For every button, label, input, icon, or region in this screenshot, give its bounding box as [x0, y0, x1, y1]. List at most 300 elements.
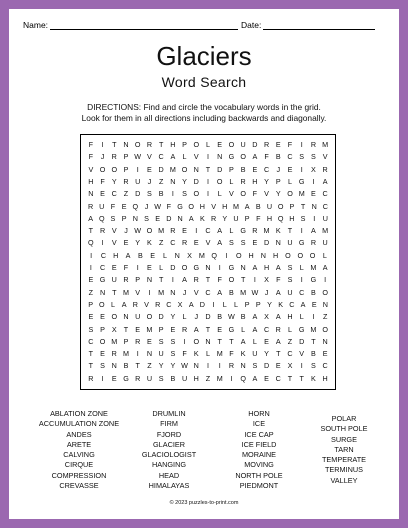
grid-letter[interactable]: S [170, 349, 176, 359]
grid-letter[interactable]: F [217, 275, 222, 285]
grid-letter[interactable]: T [287, 226, 293, 236]
grid-letter[interactable]: S [240, 238, 246, 248]
grid-letter[interactable]: S [182, 189, 187, 199]
grid-letter[interactable]: N [240, 361, 246, 371]
grid-letter[interactable]: I [300, 226, 303, 236]
grid-letter[interactable]: T [240, 275, 246, 285]
grid-letter[interactable]: U [146, 373, 153, 383]
grid-letter[interactable]: O [146, 226, 153, 236]
grid-letter[interactable]: T [112, 140, 117, 149]
grid-letter[interactable]: X [187, 250, 192, 260]
grid-letter[interactable]: V [111, 238, 117, 248]
grid-letter[interactable]: N [217, 152, 223, 162]
grid-letter[interactable]: I [253, 275, 256, 285]
grid-letter[interactable]: R [146, 140, 153, 149]
grid-letter[interactable]: T [300, 201, 306, 211]
grid-letter[interactable]: M [232, 201, 239, 211]
grid-letter[interactable]: D [166, 213, 172, 223]
grid-letter[interactable]: R [170, 226, 176, 236]
grid-letter[interactable]: O [277, 201, 284, 211]
grid-letter[interactable]: C [166, 299, 172, 309]
grid-letter[interactable]: R [181, 324, 188, 334]
grid-letter[interactable]: S [287, 263, 293, 272]
grid-letter[interactable]: R [310, 140, 317, 149]
grid-letter[interactable]: B [240, 164, 246, 174]
grid-letter[interactable]: N [193, 361, 199, 371]
grid-letter[interactable]: E [217, 140, 223, 149]
grid-letter[interactable]: B [137, 250, 143, 260]
grid-letter[interactable]: U [233, 213, 239, 223]
grid-letter[interactable]: Y [267, 299, 272, 309]
grid-letter[interactable]: I [218, 361, 221, 371]
grid-letter[interactable]: L [182, 152, 187, 162]
grid-letter[interactable]: D [199, 299, 205, 309]
grid-letter[interactable]: F [229, 349, 234, 359]
grid-letter[interactable]: A [121, 299, 127, 309]
grid-letter[interactable]: C [158, 152, 164, 162]
letter-grid[interactable] [85, 139, 331, 385]
grid-letter[interactable]: I [195, 226, 198, 236]
grid-letter[interactable]: H [170, 140, 176, 149]
grid-letter[interactable]: F [123, 263, 129, 272]
grid-letter[interactable]: Z [88, 287, 94, 297]
grid-letter[interactable]: C [299, 287, 305, 297]
grid-letter[interactable]: L [252, 336, 257, 346]
grid-letter[interactable]: I [101, 238, 104, 248]
grid-letter[interactable]: O [193, 140, 200, 149]
grid-letter[interactable]: Z [158, 238, 164, 248]
grid-letter[interactable]: N [99, 287, 106, 297]
grid-letter[interactable]: I [171, 275, 174, 285]
grid-letter[interactable]: L [229, 176, 234, 186]
grid-letter[interactable]: S [110, 213, 116, 223]
grid-letter[interactable]: T [158, 275, 164, 285]
grid-letter[interactable]: S [252, 361, 258, 371]
grid-letter[interactable]: D [217, 164, 223, 174]
grid-letter[interactable]: D [193, 176, 199, 186]
grid-letter[interactable]: Y [264, 176, 269, 186]
grid-letter[interactable]: A [252, 373, 258, 383]
grid-letter[interactable]: A [182, 275, 187, 285]
grid-letter[interactable]: A [275, 312, 281, 322]
grid-letter[interactable]: S [300, 213, 306, 223]
grid-letter[interactable]: N [193, 164, 199, 174]
grid-letter[interactable]: B [311, 349, 316, 359]
grid-letter[interactable]: P [289, 201, 295, 211]
grid-letter[interactable]: O [193, 189, 200, 199]
grid-letter[interactable]: Q [277, 213, 284, 223]
grid-letter[interactable]: M [169, 164, 176, 174]
grid-letter[interactable]: R [322, 164, 328, 174]
grid-letter[interactable]: O [240, 152, 246, 162]
grid-letter[interactable]: I [312, 176, 315, 186]
grid-letter[interactable]: M [310, 263, 317, 272]
grid-letter[interactable]: G [240, 226, 246, 236]
grid-letter[interactable]: R [135, 373, 141, 383]
grid-letter[interactable]: L [287, 176, 292, 186]
grid-letter[interactable]: T [112, 287, 117, 297]
grid-letter[interactable]: P [135, 275, 141, 285]
grid-letter[interactable]: A [125, 250, 131, 260]
grid-letter[interactable]: J [264, 287, 269, 297]
grid-letter[interactable]: O [146, 312, 153, 322]
grid-letter[interactable]: S [144, 213, 149, 223]
grid-letter[interactable]: H [222, 201, 228, 211]
grid-letter[interactable]: O [228, 275, 235, 285]
grid-letter[interactable]: F [264, 152, 269, 162]
grid-letter[interactable]: S [287, 275, 293, 285]
grid-letter[interactable]: L [217, 189, 222, 199]
grid-letter[interactable]: E [123, 238, 129, 248]
grid-letter[interactable]: H [248, 250, 254, 260]
grid-letter[interactable]: B [217, 312, 223, 322]
grid-letter[interactable]: B [275, 152, 281, 162]
grid-letter[interactable]: V [135, 287, 141, 297]
grid-letter[interactable]: H [287, 312, 293, 322]
grid-letter[interactable]: E [311, 299, 317, 309]
grid-letter[interactable]: R [310, 238, 317, 248]
grid-letter[interactable]: E [135, 324, 141, 334]
grid-letter[interactable]: E [193, 238, 199, 248]
grid-letter[interactable]: D [299, 336, 305, 346]
grid-letter[interactable]: H [193, 373, 199, 383]
grid-letter[interactable]: V [205, 238, 211, 248]
grid-letter[interactable]: K [240, 349, 246, 359]
grid-letter[interactable]: R [181, 238, 188, 248]
grid-letter[interactable]: I [136, 164, 139, 174]
grid-letter[interactable]: N [170, 287, 176, 297]
grid-letter[interactable]: C [99, 263, 106, 272]
grid-letter[interactable]: P [123, 152, 129, 162]
grid-letter[interactable]: K [311, 373, 316, 383]
grid-letter[interactable]: N [311, 201, 317, 211]
grid-letter[interactable]: W [134, 152, 142, 162]
grid-letter[interactable]: U [287, 287, 293, 297]
grid-letter[interactable]: N [132, 213, 138, 223]
grid-letter[interactable]: O [322, 324, 328, 334]
grid-letter[interactable]: N [275, 238, 281, 248]
grid-letter[interactable]: E [322, 349, 328, 359]
grid-letter[interactable]: S [170, 336, 176, 346]
grid-letter[interactable]: Y [170, 312, 176, 322]
grid-letter[interactable]: Y [222, 213, 228, 223]
grid-letter[interactable]: X [177, 299, 183, 309]
grid-letter[interactable]: D [252, 140, 258, 149]
grid-letter[interactable]: X [287, 361, 293, 371]
grid-letter[interactable]: H [252, 176, 258, 186]
grid-letter[interactable]: V [88, 164, 94, 174]
grid-letter[interactable]: F [276, 275, 281, 285]
grid-letter[interactable]: O [111, 164, 118, 174]
grid-letter[interactable]: C [287, 349, 293, 359]
grid-letter[interactable]: K [193, 349, 199, 359]
grid-letter[interactable]: F [287, 140, 293, 149]
grid-letter[interactable]: F [88, 140, 94, 149]
grid-letter[interactable]: C [205, 226, 211, 236]
grid-letter[interactable]: Y [275, 189, 281, 199]
grid-letter[interactable]: E [252, 238, 258, 248]
grid-letter[interactable]: V [193, 287, 199, 297]
grid-letter[interactable]: Y [170, 361, 176, 371]
grid-letter[interactable]: B [311, 287, 316, 297]
grid-letter[interactable]: A [88, 213, 93, 223]
grid-letter[interactable]: T [88, 361, 94, 371]
grid-letter[interactable]: H [322, 373, 328, 383]
grid-letter[interactable]: I [212, 299, 215, 309]
grid-letter[interactable]: A [240, 336, 246, 346]
grid-letter[interactable]: O [285, 250, 291, 260]
grid-letter[interactable]: K [278, 299, 284, 309]
grid-letter[interactable]: M [122, 349, 129, 359]
grid-letter[interactable]: D [205, 312, 211, 322]
grid-letter[interactable]: I [300, 275, 303, 285]
grid-letter[interactable]: O [287, 189, 293, 199]
grid-letter[interactable]: M [322, 140, 329, 149]
grid-letter[interactable]: E [287, 164, 293, 174]
grid-letter[interactable]: A [188, 299, 194, 309]
grid-letter[interactable]: L [222, 299, 227, 309]
date-line[interactable] [263, 20, 375, 30]
grid-letter[interactable]: P [123, 336, 129, 346]
grid-letter[interactable]: O [216, 176, 223, 186]
grid-letter[interactable]: R [111, 152, 117, 162]
grid-letter[interactable]: R [155, 299, 161, 309]
grid-letter[interactable]: I [218, 263, 221, 272]
grid-letter[interactable]: T [205, 275, 211, 285]
grid-letter[interactable]: O [240, 189, 246, 199]
grid-letter[interactable]: Y [135, 238, 141, 248]
grid-letter[interactable]: N [88, 189, 94, 199]
grid-letter[interactable]: F [252, 189, 258, 199]
grid-letter[interactable]: V [322, 152, 328, 162]
name-line[interactable] [50, 20, 238, 30]
grid-letter[interactable]: E [100, 189, 105, 199]
grid-letter[interactable]: T [123, 324, 129, 334]
grid-letter[interactable]: S [88, 324, 94, 334]
grid-letter[interactable]: F [88, 152, 94, 162]
name-field[interactable] [23, 20, 238, 30]
grid-letter[interactable]: C [287, 152, 293, 162]
grid-letter[interactable]: Z [123, 189, 129, 199]
grid-letter[interactable]: E [155, 213, 161, 223]
grid-letter[interactable]: X [264, 312, 269, 322]
grid-letter[interactable]: N [205, 263, 211, 272]
grid-letter[interactable]: Z [205, 373, 211, 383]
grid-letter[interactable]: H [199, 201, 205, 211]
grid-letter[interactable]: M [216, 349, 223, 359]
grid-letter[interactable]: P [182, 140, 187, 149]
grid-letter[interactable]: C [322, 361, 328, 371]
grid-letter[interactable]: P [244, 299, 250, 309]
grid-letter[interactable]: L [322, 250, 327, 260]
grid-letter[interactable]: A [311, 226, 316, 236]
grid-letter[interactable]: B [123, 361, 129, 371]
grid-letter[interactable]: M [198, 250, 205, 260]
grid-letter[interactable]: L [299, 312, 304, 322]
grid-letter[interactable]: G [298, 324, 305, 334]
grid-letter[interactable]: L [287, 324, 292, 334]
grid-letter[interactable]: E [182, 226, 187, 236]
grid-letter[interactable]: S [311, 152, 316, 162]
grid-letter[interactable]: E [217, 324, 223, 334]
grid-letter[interactable]: I [300, 361, 303, 371]
grid-letter[interactable]: O [322, 287, 328, 297]
grid-letter[interactable]: S [100, 361, 105, 371]
grid-letter[interactable]: A [252, 312, 258, 322]
grid-letter[interactable]: M [216, 373, 223, 383]
grid-letter[interactable]: R [132, 299, 138, 309]
grid-letter[interactable]: Y [264, 349, 269, 359]
grid-letter[interactable]: Y [111, 176, 117, 186]
grid-letter[interactable]: I [300, 164, 303, 174]
grid-letter[interactable]: O [297, 250, 304, 260]
grid-letter[interactable]: L [110, 299, 115, 309]
grid-letter[interactable]: O [111, 312, 118, 322]
grid-letter[interactable]: F [256, 213, 261, 223]
grid-letter[interactable]: P [244, 213, 250, 223]
grid-letter[interactable]: U [252, 349, 258, 359]
grid-letter[interactable]: A [252, 324, 258, 334]
grid-letter[interactable]: T [229, 336, 234, 346]
grid-letter[interactable]: K [275, 226, 281, 236]
grid-letter[interactable]: T [205, 164, 211, 174]
grid-letter[interactable]: I [136, 349, 139, 359]
grid-letter[interactable]: O [309, 250, 316, 260]
grid-letter[interactable]: U [158, 349, 164, 359]
grid-letter[interactable]: H [88, 176, 94, 186]
grid-letter[interactable]: L [205, 140, 210, 149]
grid-letter[interactable]: V [147, 152, 152, 162]
grid-letter[interactable]: O [99, 336, 106, 346]
grid-letter[interactable]: N [170, 176, 176, 186]
grid-letter[interactable]: T [88, 226, 94, 236]
grid-letter[interactable]: X [311, 164, 316, 174]
grid-letter[interactable]: D [158, 312, 164, 322]
grid-letter[interactable]: T [217, 336, 222, 346]
grid-letter[interactable]: W [228, 312, 235, 322]
grid-letter[interactable]: M [263, 226, 270, 236]
grid-letter[interactable]: A [300, 299, 306, 309]
grid-letter[interactable]: A [217, 287, 223, 297]
grid-letter[interactable]: R [87, 201, 94, 211]
grid-letter[interactable]: E [147, 336, 152, 346]
grid-letter[interactable]: B [170, 373, 176, 383]
grid-letter[interactable]: E [100, 349, 105, 359]
grid-letter[interactable]: Q [211, 250, 217, 260]
grid-letter[interactable]: A [188, 213, 194, 223]
grid-letter[interactable]: I [148, 287, 151, 297]
grid-letter[interactable]: T [287, 373, 293, 383]
grid-letter[interactable]: N [123, 140, 129, 149]
grid-letter[interactable]: S [311, 361, 316, 371]
grid-letter[interactable]: I [313, 213, 316, 223]
grid-letter[interactable]: L [233, 299, 238, 309]
grid-letter[interactable]: V [264, 189, 269, 199]
grid-letter[interactable]: A [170, 152, 176, 162]
grid-letter[interactable]: W [134, 226, 142, 236]
grid-letter[interactable]: R [99, 226, 106, 236]
grid-letter[interactable]: I [300, 140, 303, 149]
grid-letter[interactable]: G [228, 152, 235, 162]
grid-letter[interactable]: N [146, 275, 153, 285]
grid-letter[interactable]: V [144, 299, 149, 309]
grid-letter[interactable]: U [181, 373, 188, 383]
grid-letter[interactable]: P [255, 299, 261, 309]
grid-letter[interactable]: G [298, 238, 305, 248]
grid-letter[interactable]: B [255, 201, 261, 211]
grid-letter[interactable]: N [123, 312, 129, 322]
grid-letter[interactable]: I [206, 361, 209, 371]
grid-letter[interactable]: T [88, 349, 94, 359]
grid-letter[interactable]: A [275, 336, 281, 346]
grid-letter[interactable]: I [312, 312, 315, 322]
grid-letter[interactable]: P [121, 213, 127, 223]
grid-letter[interactable]: L [182, 312, 187, 322]
grid-letter[interactable]: O [228, 140, 235, 149]
grid-letter[interactable]: E [147, 263, 152, 272]
grid-letter[interactable]: N [146, 349, 153, 359]
grid-letter[interactable]: C [170, 238, 176, 248]
grid-letter[interactable]: B [229, 287, 234, 297]
grid-letter[interactable]: A [217, 238, 223, 248]
grid-letter[interactable]: C [111, 189, 117, 199]
grid-letter[interactable]: O [235, 250, 242, 260]
grid-letter[interactable]: P [229, 164, 234, 174]
grid-letter[interactable]: E [100, 312, 105, 322]
grid-letter[interactable]: T [158, 140, 164, 149]
grid-letter[interactable]: M [158, 226, 165, 236]
grid-letter[interactable]: M [122, 287, 129, 297]
grid-letter[interactable]: A [252, 152, 258, 162]
grid-letter[interactable]: N [322, 336, 328, 346]
grid-letter[interactable]: L [241, 324, 246, 334]
grid-letter[interactable]: H [113, 250, 119, 260]
grid-letter[interactable]: T [276, 349, 281, 359]
grid-letter[interactable]: P [275, 176, 281, 186]
grid-letter[interactable]: R [135, 336, 141, 346]
grid-letter[interactable]: F [166, 201, 172, 211]
grid-letter[interactable]: C [100, 250, 107, 260]
grid-letter[interactable]: P [88, 299, 93, 309]
grid-letter[interactable]: D [263, 238, 270, 248]
grid-letter[interactable]: V [193, 152, 199, 162]
grid-letter[interactable]: G [193, 263, 200, 272]
grid-letter[interactable]: J [100, 152, 105, 162]
grid-letter[interactable]: K [147, 238, 152, 248]
grid-letter[interactable]: C [289, 299, 295, 309]
grid-letter[interactable]: E [252, 164, 258, 174]
grid-letter[interactable]: M [158, 287, 165, 297]
grid-letter[interactable]: L [205, 349, 210, 359]
grid-letter[interactable]: E [111, 373, 117, 383]
grid-letter[interactable]: V [211, 201, 216, 211]
grid-letter[interactable]: N [322, 299, 328, 309]
grid-letter[interactable]: Z [287, 336, 293, 346]
grid-letter[interactable]: O [181, 263, 188, 272]
grid-letter[interactable]: Q [88, 238, 94, 248]
grid-letter[interactable]: U [135, 176, 141, 186]
grid-letter[interactable]: N [260, 250, 266, 260]
grid-letter[interactable]: A [275, 263, 281, 272]
grid-letter[interactable]: R [263, 140, 270, 149]
grid-letter[interactable]: U [135, 312, 141, 322]
grid-letter[interactable]: L [159, 263, 164, 272]
grid-letter[interactable]: J [144, 201, 149, 211]
grid-letter[interactable]: E [275, 361, 281, 371]
grid-letter[interactable]: I [183, 336, 186, 346]
grid-letter[interactable]: G [123, 373, 129, 383]
grid-letter[interactable]: Y [182, 176, 187, 186]
